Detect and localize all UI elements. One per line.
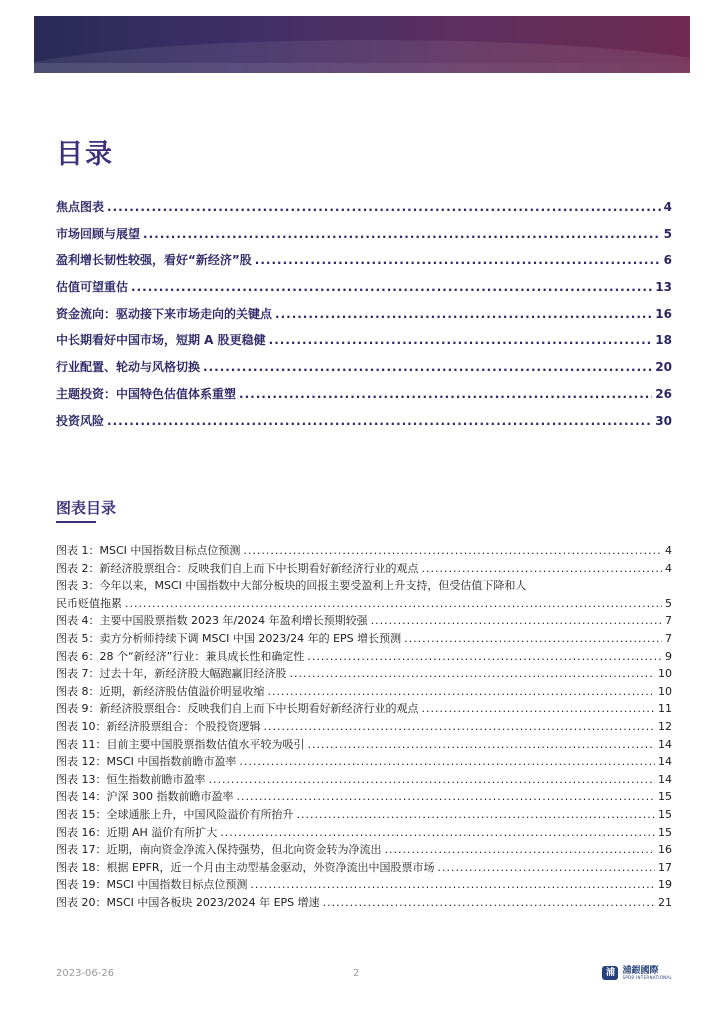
figure-entry[interactable] <box>56 665 672 683</box>
toc-entry[interactable] <box>56 412 672 439</box>
figure-entry-page: 14 <box>658 772 672 786</box>
toc-entry-page: 5 <box>663 226 672 241</box>
dot-leader <box>255 253 661 267</box>
figure-entry-page: 21 <box>658 895 672 909</box>
figure-entry[interactable] <box>56 806 672 824</box>
toc-entry[interactable] <box>56 331 672 358</box>
logo-mark-icon: 浦 <box>602 966 618 980</box>
figure-entry[interactable] <box>56 612 672 630</box>
toc-entry-page: 4 <box>663 200 672 214</box>
toc-entry-label: 焦点图表 <box>56 200 105 214</box>
footer-date: 2023-06-26 <box>56 968 115 979</box>
company-logo <box>602 966 672 980</box>
figure-entry[interactable] <box>56 753 672 771</box>
figure-entry[interactable] <box>56 718 672 736</box>
dot-leader <box>275 307 652 321</box>
figure-entry-label: 图表 10：新经济股票组合：个股投资逻辑 <box>56 719 261 733</box>
figure-entry-label: 图表 6：28 个“新经济”行业：兼具成长性和确定性 <box>56 649 305 663</box>
dot-leader <box>269 333 653 347</box>
toc-entry[interactable] <box>56 225 672 252</box>
toc-entry[interactable] <box>56 358 672 385</box>
figure-entry[interactable] <box>56 683 672 701</box>
dot-leader <box>239 387 652 401</box>
logo-name-en: SPDB INTERNATIONAL <box>622 974 672 980</box>
toc-entry-page: 6 <box>663 253 672 268</box>
page-footer <box>56 966 672 986</box>
dot-leader <box>125 598 662 610</box>
figure-entry[interactable] <box>56 771 672 789</box>
figure-entry-page: 15 <box>658 825 672 839</box>
toc-entry-page: 18 <box>655 333 672 348</box>
figure-entry-label: 图表 4：主要中国股票指数 2023 年/2024 年盈利增长预期较强 <box>56 614 368 628</box>
dot-leader <box>220 827 655 839</box>
page-title: 目录 <box>56 139 114 170</box>
figure-entry-page: 9 <box>665 649 672 663</box>
toc-entry-label: 中长期看好中国市场，短期 A 股更稳健 <box>56 333 266 348</box>
figure-entry[interactable] <box>56 630 672 648</box>
figure-entry-label: 图表 15：全球通胀上升，中国风险溢价有所抬升 <box>56 807 294 821</box>
table-of-contents <box>56 198 672 438</box>
logo-text <box>622 967 672 980</box>
figure-entry-page: 15 <box>658 807 672 821</box>
figure-entry-page: 17 <box>658 860 672 874</box>
figure-entry[interactable] <box>56 788 672 806</box>
dot-leader <box>323 897 655 909</box>
figure-entry-label: 图表 8：近期，新经济股估值溢价明显收缩 <box>56 684 265 698</box>
section-underline <box>56 521 96 523</box>
dot-leader <box>243 545 662 557</box>
figure-entry[interactable] <box>56 736 672 754</box>
logo-name-cn: 浦銀國際 <box>622 965 659 976</box>
figure-entry[interactable] <box>56 700 672 718</box>
figure-entry[interactable] <box>56 577 672 595</box>
toc-entry[interactable] <box>56 251 672 278</box>
figure-entry-label: 图表 5：卖方分析师持续下调 MSCI 中国 2023/24 年的 EPS 增长预测 <box>56 631 402 645</box>
toc-entry-page: 13 <box>655 280 672 295</box>
figure-entry[interactable] <box>56 841 672 859</box>
dot-leader <box>268 686 656 698</box>
figure-entry[interactable] <box>56 859 672 877</box>
figure-entry-page: 5 <box>665 596 672 610</box>
toc-entry-label: 估值可望重估 <box>56 280 129 295</box>
figure-entry-page: 11 <box>658 702 672 716</box>
dot-leader <box>107 200 661 214</box>
toc-entry-label: 资金流向：驱动接下来市场走向的关键点 <box>56 306 273 321</box>
figure-entry-page: 14 <box>658 737 672 751</box>
toc-entry-label: 市场回顾与展望 <box>56 226 141 241</box>
figure-entry-label: 图表 19：MSCI 中国指数目标点位预测 <box>56 878 248 892</box>
figure-entry-page: 4 <box>665 544 672 557</box>
toc-entry-label: 盈利增长韧性较强，看好“新经济”股 <box>56 253 252 268</box>
figure-entry-page: 4 <box>665 561 672 575</box>
figure-entry-page: 15 <box>658 790 672 804</box>
toc-entry-label: 行业配置、轮动与风格切换 <box>56 360 201 375</box>
figure-entry[interactable] <box>56 648 672 666</box>
figure-entry-page: 10 <box>658 667 672 681</box>
dot-leader <box>131 280 652 294</box>
toc-entry-page: 16 <box>655 306 672 321</box>
figure-entry-page: 7 <box>665 631 672 645</box>
dot-leader <box>236 791 655 803</box>
dot-leader <box>422 703 656 715</box>
dot-leader <box>438 862 655 874</box>
figure-entry-continuation[interactable] <box>56 595 672 613</box>
dot-leader <box>203 360 652 374</box>
figure-entry[interactable] <box>56 824 672 842</box>
figure-entry-label: 图表 13：恒生指数前瞻市盈率 <box>56 772 206 786</box>
dot-leader <box>209 774 656 786</box>
toc-entry[interactable] <box>56 278 672 305</box>
figure-entry-label: 图表 18：根据 EPFR，近一个月由主动型基金驱动，外资净流出中国股票市场 <box>56 860 435 874</box>
dot-leader <box>297 809 656 821</box>
dot-leader <box>143 227 661 241</box>
figure-entry-label: 图表 17：近期，南向资金净流入保持强势，但北向资金转为净流出 <box>56 843 382 857</box>
figure-entry-label: 图表 20：MSCI 中国各板块 2023/2024 年 EPS 增速 <box>56 895 320 909</box>
header-banner <box>34 16 690 73</box>
figure-entry-label: 图表 1：MSCI 中国指数目标点位预测 <box>56 544 241 557</box>
figure-entry-label: 图表 14：沪深 300 指数前瞻市盈率 <box>56 790 234 804</box>
dot-leader <box>290 668 656 680</box>
dot-leader <box>307 651 662 663</box>
toc-entry[interactable] <box>56 198 672 225</box>
footer-page-number: 2 <box>353 968 360 979</box>
dot-leader <box>250 879 655 891</box>
figure-entry-page: 16 <box>658 843 672 857</box>
figure-entry-label: 民币贬值拖累 <box>56 596 122 610</box>
toc-entry-page: 30 <box>655 413 672 428</box>
figure-entry-page: 14 <box>658 755 672 769</box>
dot-leader <box>385 844 656 856</box>
toc-entry[interactable] <box>56 385 672 412</box>
figure-entry-label: 图表 16：近期 AH 溢价有所扩大 <box>56 825 218 839</box>
figure-entry-page: 12 <box>658 719 672 733</box>
toc-entry-page: 20 <box>655 360 672 375</box>
figure-entry-label: 图表 2：新经济股票组合：反映我们自上而下中长期看好新经济行业的观点 <box>56 561 419 575</box>
figure-entry-label: 图表 3：今年以来，MSCI 中国指数中大部分板块的回报主要受盈利上升支持，但受估值下降和人 <box>56 579 527 593</box>
figure-entry[interactable] <box>56 560 672 578</box>
toc-entry[interactable] <box>56 305 672 332</box>
figure-entry-label: 图表 9：新经济股票组合：反映我们自上而下中长期看好新经济行业的观点 <box>56 702 419 716</box>
toc-entry-label: 主题投资：中国特色估值体系重塑 <box>56 386 237 401</box>
dot-leader <box>239 756 655 768</box>
dot-leader <box>264 721 656 733</box>
toc-entry-page: 26 <box>655 386 672 401</box>
figure-entry-label: 图表 7：过去十年，新经济股大幅跑赢旧经济股 <box>56 667 287 681</box>
figure-entry-label: 图表 12：MSCI 中国指数前瞻市盈率 <box>56 755 237 769</box>
dot-leader <box>371 615 662 627</box>
figure-entry-page: 10 <box>658 684 672 698</box>
figure-list <box>56 542 672 911</box>
figure-entry[interactable] <box>56 876 672 894</box>
figure-entry[interactable] <box>56 542 672 560</box>
dot-leader <box>107 414 652 428</box>
dot-leader <box>308 739 656 751</box>
figure-entry-page: 19 <box>658 878 672 892</box>
figures-section-title: 图表目录 <box>56 499 117 517</box>
dot-leader <box>404 633 662 645</box>
dot-leader <box>422 563 663 575</box>
figure-entry[interactable] <box>56 894 672 912</box>
toc-entry-label: 投资风险 <box>56 413 105 428</box>
figure-entry-label: 图表 11：目前主要中国股票指数估值水平较为吸引 <box>56 737 305 751</box>
figure-entry-page: 7 <box>665 614 672 628</box>
